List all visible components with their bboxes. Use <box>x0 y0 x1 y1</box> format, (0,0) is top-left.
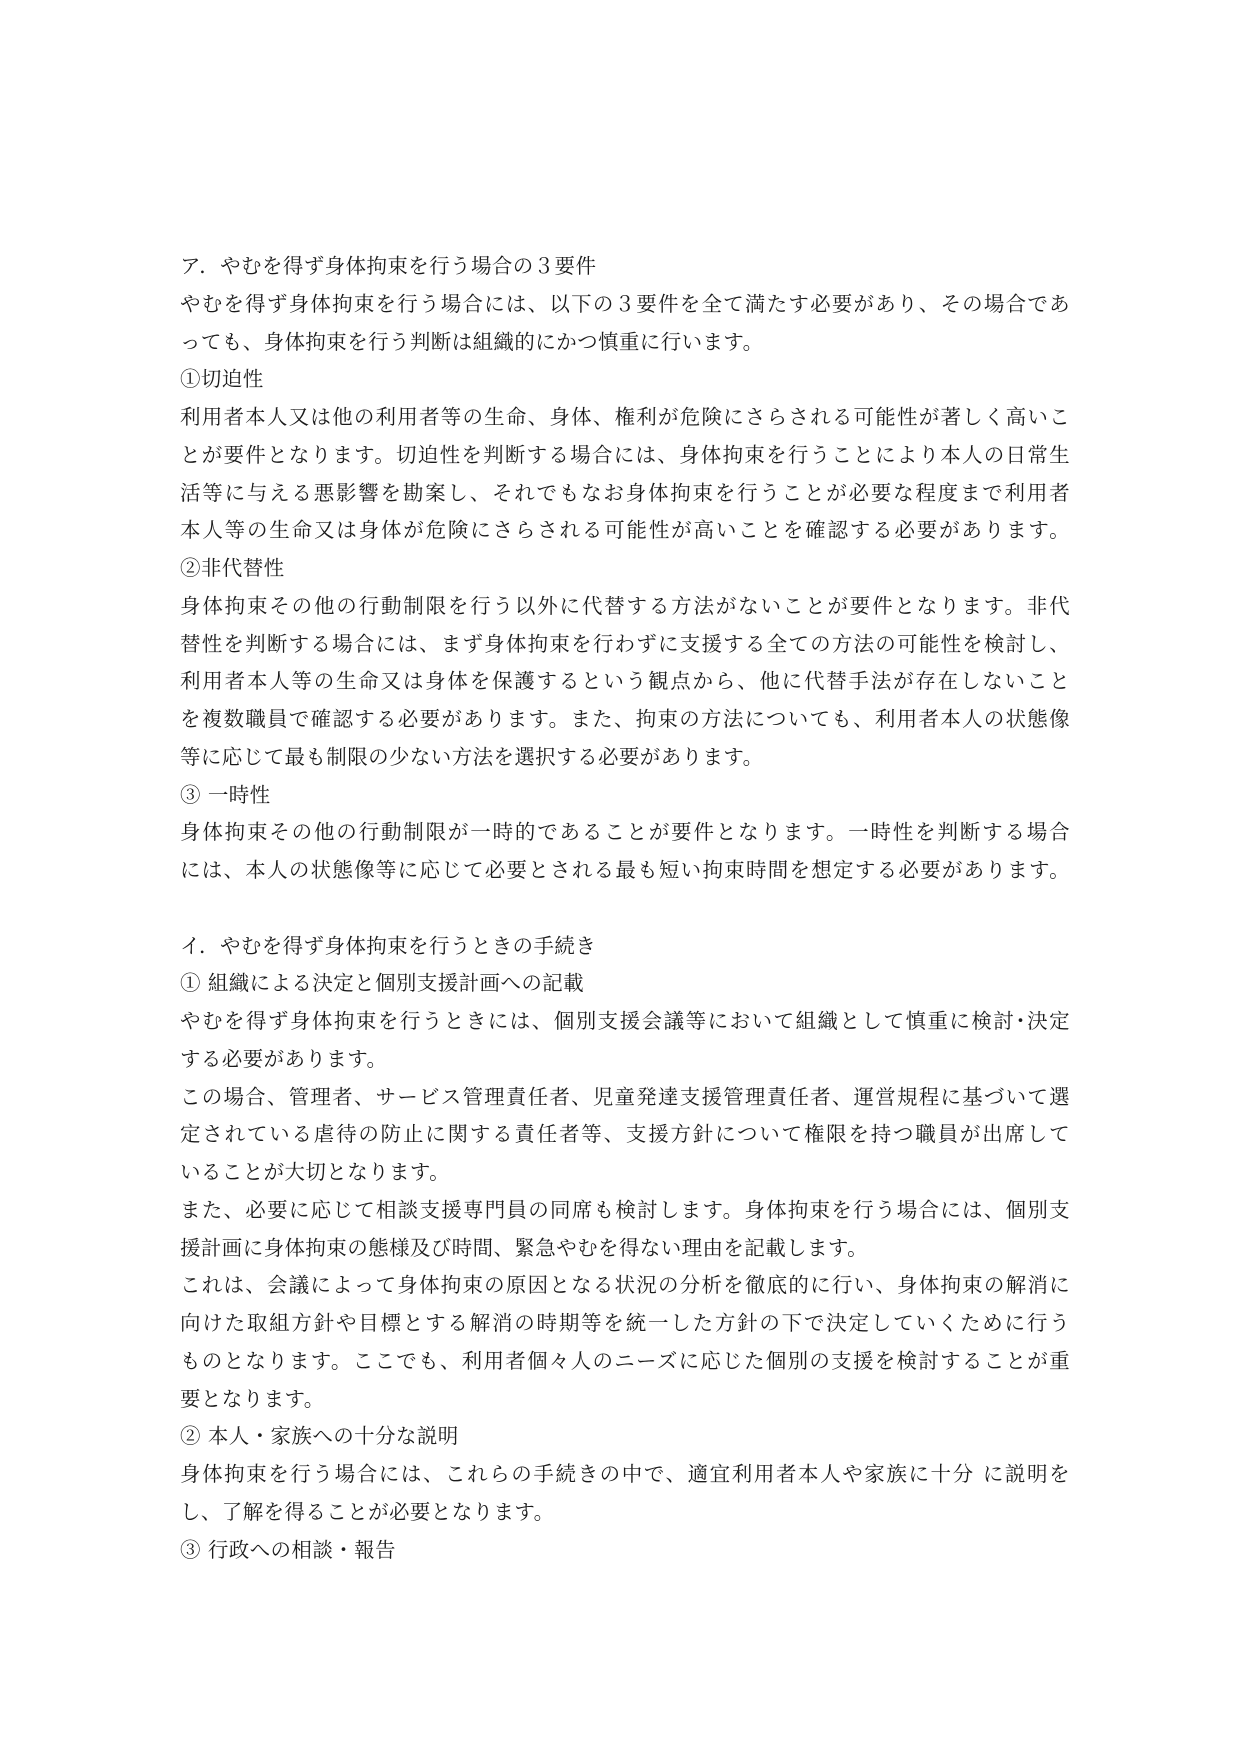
procedure-1-paragraph-line: 定されている虐待の防止に関する責任者等、支援方針について権限を持つ職員が出席して <box>180 1122 1070 1147</box>
requirement-1-body-line: とが要件となります。切迫性を判断する場合には、身体拘束を行うことにより本人の日常生 <box>180 442 1070 467</box>
section-a-intro-line: やむを得ず身体拘束を行う場合には、以下の３要件を全て満たす必要があり、その場合であ <box>180 291 1070 316</box>
requirement-3-body-line: 身体拘束その他の行動制限が一時的であることが要件となります。一時性を判断する場合 <box>180 820 1070 845</box>
requirement-1-body-line: 利用者本人又は他の利用者等の生命、身体、権利が危険にさらされる可能性が著しく高いこ <box>180 405 1070 429</box>
procedure-1-paragraph-line: やむを得ず身体拘束を行うときには、個別支援会議等において組織として慎重に検討･決定 <box>180 1009 1070 1033</box>
requirement-2-body-line: 等に応じて最も制限の少ない方法を選択する必要があります。 <box>180 744 764 769</box>
procedure-1-paragraph-line: この場合、管理者、サービス管理責任者、児童発達支援管理責任者、運営規程に基づいて選 <box>180 1084 1070 1109</box>
procedure-3-heading: ③ 行政への相談・報告 <box>180 1537 396 1562</box>
section-b-heading: イ．やむを得ず身体拘束を行うときの手続き <box>180 933 597 958</box>
procedure-1-paragraph-line: いることが大切となります。 <box>180 1160 451 1184</box>
requirement-2-body-line: 替性を判断する場合には、まず身体拘束を行わずに支援する全ての方法の可能性を検討し、 <box>180 631 1070 656</box>
requirement-3-body-line: には、本人の状態像等に応じて必要とされる最も短い拘束時間を想定する必要があります。 <box>180 858 1070 882</box>
requirement-2-body-line: 身体拘束その他の行動制限を行う以外に代替する方法がないことが要件となります。非代 <box>180 593 1070 618</box>
procedure-1-heading: ① 組織による決定と個別支援計画への記載 <box>180 971 585 996</box>
requirement-3-heading: ③ 一時性 <box>180 782 271 807</box>
section-a-intro-line: っても、身体拘束を行う判断は組織的にかつ慎重に行います。 <box>180 329 764 354</box>
requirement-1-body-line: 本人等の生命又は身体が危険にさらされる可能性が高いことを確認する必要があります。 <box>180 518 1070 543</box>
procedure-1-paragraph-line: また、必要に応じて相談支援専門員の同席も検討します。身体拘束を行う場合には、個別支 <box>180 1197 1070 1222</box>
procedure-2-heading: ② 本人・家族への十分な説明 <box>180 1424 459 1449</box>
procedure-1-paragraph-line: 要となります。 <box>180 1386 325 1411</box>
requirement-2-body-line: を複数職員で確認する必要があります。また、拘束の方法についても、利用者本人の状態像 <box>180 707 1070 731</box>
procedure-1-paragraph-line: する必要があります。 <box>180 1046 388 1071</box>
section-a-heading: ア．やむを得ず身体拘束を行う場合の３要件 <box>180 254 597 278</box>
procedure-1-paragraph-line: これは、会議によって身体拘束の原因となる状況の分析を徹底的に行い、身体拘束の解消に <box>180 1273 1070 1298</box>
procedure-1-paragraph-line: 向けた取組方針や目標とする解消の時期等を統一した方針の下で決定していくために行う <box>180 1311 1070 1335</box>
requirement-1-heading: ①切迫性 <box>180 367 264 392</box>
requirement-1-body-line: 活等に与える悪影響を勘案し、それでもなお身体拘束を行うことが必要な程度まで利用者 <box>180 480 1070 505</box>
document-page <box>180 248 1070 1569</box>
requirement-2-heading: ②非代替性 <box>180 556 285 580</box>
section-spacer <box>180 890 1070 928</box>
procedure-1-paragraph-line: 援計画に身体拘束の態様及び時間、緊急やむを得ない理由を記載します。 <box>180 1235 869 1260</box>
procedure-1-paragraph-line: ものとなります。ここでも、利用者個々人のニーズに応じた個別の支援を検討することが重 <box>180 1348 1070 1373</box>
procedure-2-body-line: し、了解を得ることが必要となります。 <box>180 1499 555 1524</box>
requirement-2-body-line: 利用者本人等の生命又は身体を保護するという観点から、他に代替手法が存在しないこと <box>180 669 1070 694</box>
procedure-2-body-line: 身体拘束を行う場合には、これらの手続きの中で、適宜利用者本人や家族に十分 に説明を <box>180 1462 1070 1486</box>
